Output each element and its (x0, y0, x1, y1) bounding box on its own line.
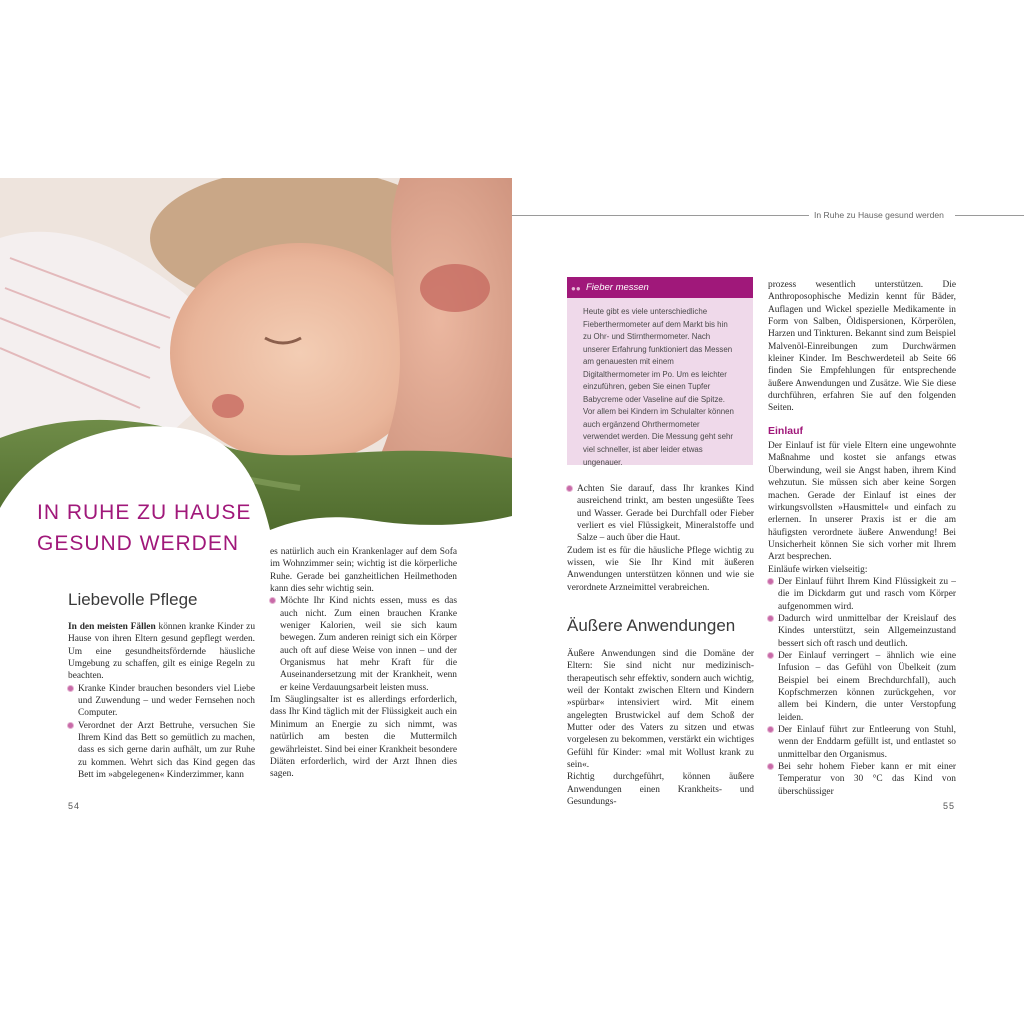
paragraph: Äußere Anwendungen sind die Domäne der Eltern: Sie sind nicht nur medizinisch-therapeutisch sehr effektiv, sondern auch wichtig, weil der Kontakt zwischen Eltern und Kindern »spürbar« intensiviert wird. Mit einem angelegten Brustwickel auf dem Schoß der Mutter oder des Vaters zu sitzen und etwas vorgelesen zu bekommen, verstärkt ein wichtiges Gefühl für Kinder: »mal mit Wollust krank zu sein«. (567, 649, 754, 771)
right-column-2 (768, 279, 956, 798)
list-item-text: Verordnet der Arzt Bettruhe, versuchen Sie Ihrem Kind das Bett so gemütlich zu machen, dass es sich gerne darin aufhält, um zur Ruhe zu kommen. Wehrt sich das Kind gegen das Bett im »abgelegenen« Kinderzimmer, kann (78, 720, 255, 781)
bullet-icon (68, 686, 73, 691)
chapter-heading-line-1: IN RUHE ZU HAUSE (37, 501, 252, 524)
intro-bold: In den meisten Fällen (68, 622, 156, 632)
paragraph: es natürlich auch ein Krankenlager auf dem Sofa im Wohnzimmer sein; wichtig ist die körperliche Ruhe. Gerade bei ganzheitlichen Heilmethoden kann dies sehr wichtig sein. (270, 547, 457, 595)
list-item (768, 613, 956, 650)
paragraph: Im Säuglingsalter ist es allerdings erforderlich, dass Ihr Kind täglich mit der Flüssigkeit auch ein Minimum an Energie zu sich nimmt, was natürlich am besten die Muttermilch gewährleistet. Sind bei einer Krankheit besondere Diäten erforderlich, wird der Arzt Ihnen dies sagen. (270, 695, 457, 780)
bullet-icon (768, 653, 773, 658)
running-head-rule-end (955, 215, 1024, 216)
intro-paragraph (68, 621, 255, 683)
bullet-icon (768, 764, 773, 769)
list-item-text: Möchte Ihr Kind nichts essen, muss es das auch nicht. Zum einen brauchen Kranke weniger Kalorien, weil sie sich kaum bewegen. Zum anderen reinigt sich ein Körper auch oft auf diese Weise von innen – und der Organismus hat mehr Kraft für die Auseinandersetzung mit der Krankheit, wenn er keine Verdauungsarbeit leisten muss. (280, 596, 457, 693)
paragraph: Zudem ist es für die häusliche Pflege wichtig zu wissen, wie Sie Ihr Kind mit äußeren Anwendungen unterstützen können und wie sie verordnete Arzneimittel verabreichen. (567, 545, 754, 593)
list-item (270, 595, 457, 694)
left-column-2 (270, 546, 457, 781)
list-item-text: Der Einlauf führt Ihrem Kind Flüssigkeit zu – die im Dickdarm gut und rasch vom Körper aufgenommen wird. (778, 576, 956, 612)
section-title-aeussere-anwendungen: Äußere Anwendungen (567, 616, 736, 635)
chapter-heading-line-2: GESUND WERDEN (37, 532, 240, 555)
bullet-icon (68, 723, 73, 728)
list-item (567, 483, 754, 545)
list-item (768, 650, 956, 724)
list-item-text: Dadurch wird unmittelbar der Kreislauf des Kindes unterstützt, sein Allgemeinzustand bessert sich oft rasch und deutlich. (778, 613, 956, 649)
right-column-1-lower (567, 648, 754, 808)
running-head-rule (512, 215, 809, 216)
section-title-liebevolle-pflege: Liebevolle Pflege (68, 590, 198, 609)
photo-illustration (0, 178, 512, 530)
info-box-text: Heute gibt es viele unterschiedliche Fieberthermometer auf dem Markt bis hin zu Ohr- und Stirnthermometer. Nach unserer Erfahrung funktioniert das Messen am genauesten mit einem Digitalthermometer im Po. Um es leichter einzuführen, geben Sie einen Tupfer Babycreme oder Vaseline auf die Spitze. Vor allem bei Kindern im Schulalter können auch ergänzend Ohrthermometer verwendet werden. Die Messung geht sehr viel schneller, ist aber leider etwas ungenauer. (583, 307, 734, 467)
bullet-icon (270, 598, 275, 603)
list-item-text: Der Einlauf führt zur Entleerung von Stuhl, wenn der Enddarm gefüllt ist, und entlastet so unmittelbar den Organismus. (778, 725, 956, 760)
page-number-right: 55 (943, 801, 956, 811)
bullet-icon (567, 486, 572, 491)
list-item-text: Bei sehr hohem Fieber kann er mit einer Temperatur von 30 °C das Kind von überschüssiger (778, 762, 956, 797)
list-item (768, 576, 956, 613)
dots-icon: ●● (571, 284, 581, 293)
paragraph: Der Einlauf ist für viele Eltern eine ungewohnte Maßnahme und kostet sie anfangs etwas Überwindung, weil sie Angst haben, ihrem Kind wehzutun. Sie müssen sich aber keine Sorgen machen. Gerade der Einlauf ist eines der wirkungsvollsten »Hausmittel« und einfach zu erlernen. In unserer Praxis ist er die am häufigsten verordnete äußere Anwendung! Bei Unsicherheit können Sie sich vorher mit Ihrem Arzt besprechen. (768, 441, 956, 563)
list-item-text: Achten Sie darauf, dass Ihr krankes Kind ausreichend trinkt, am besten ungesüßte Tees und Wasser. Gerade bei Durchfall oder Fieber verliert es viel Flüssigkeit, Mineralstoffe und Salze – auch über die Haut. (577, 484, 754, 544)
paragraph: prozess wesentlich unterstützen. Die Anthroposophische Medizin kennt für Bäder, Auflagen und Wickel spezielle Medikamente in Form von Salben, Öldispersionen, Körperölen, Harzen und Tinkturen. Bekannt sind zum Beispiel Malvenöl-Einreibungen zum Durchwärmen kleiner Kinder. Im Beschwerdeteil ab Seite 66 finden Sie Empfehlungen für entsprechende äußere Anwendungen und Zusätze. Wie Sie diese durchführen, erfahren Sie auf den folgenden Seiten. (768, 280, 956, 414)
list-item-text: Der Einlauf verringert – ähnlich wie eine Infusion – das Gefühl von Übelkeit (zum Beispiel bei einem Brechdurchfall), auch Kopfschmerzen können zurückgehen, vor allem bei Kindern, die unter Verstopfung leiden. (778, 650, 956, 723)
bullet-icon (768, 579, 773, 584)
info-box-title: Fieber messen (586, 282, 649, 293)
right-column-1 (567, 483, 754, 594)
info-box-header (567, 277, 753, 298)
running-head: In Ruhe zu Hause gesund werden (814, 210, 944, 220)
list-item (768, 761, 956, 798)
bullet-icon (768, 727, 773, 732)
list-item (68, 683, 255, 720)
paragraph: Richtig durchgeführt, können äußere Anwendungen einen Krankheits- und Gesundungs- (567, 772, 754, 808)
info-box-fieber-messen (567, 277, 753, 465)
subhead-einlauf: Einlauf (768, 424, 804, 437)
chapter-heading (37, 497, 251, 559)
list-item (68, 720, 255, 782)
list-item-text: Kranke Kinder brauchen besonders viel Liebe und Zuwendung – und weder Fernsehen noch Computer. (78, 683, 255, 719)
intro-text: können kranke Kinder zu Hause von ihren Eltern gesund gepflegt werden. Um eine gesundheitsfördernde häusliche Umgebung zu schaffen, gilt es einige Regeln zu beachten. (68, 622, 256, 682)
left-column-1 (68, 621, 255, 781)
page-number-left: 54 (68, 801, 81, 811)
bullet-icon (768, 616, 773, 621)
paragraph: Einläufe wirken vielseitig: (768, 564, 868, 575)
sleeping-child-photo (0, 178, 512, 530)
list-item (768, 724, 956, 761)
